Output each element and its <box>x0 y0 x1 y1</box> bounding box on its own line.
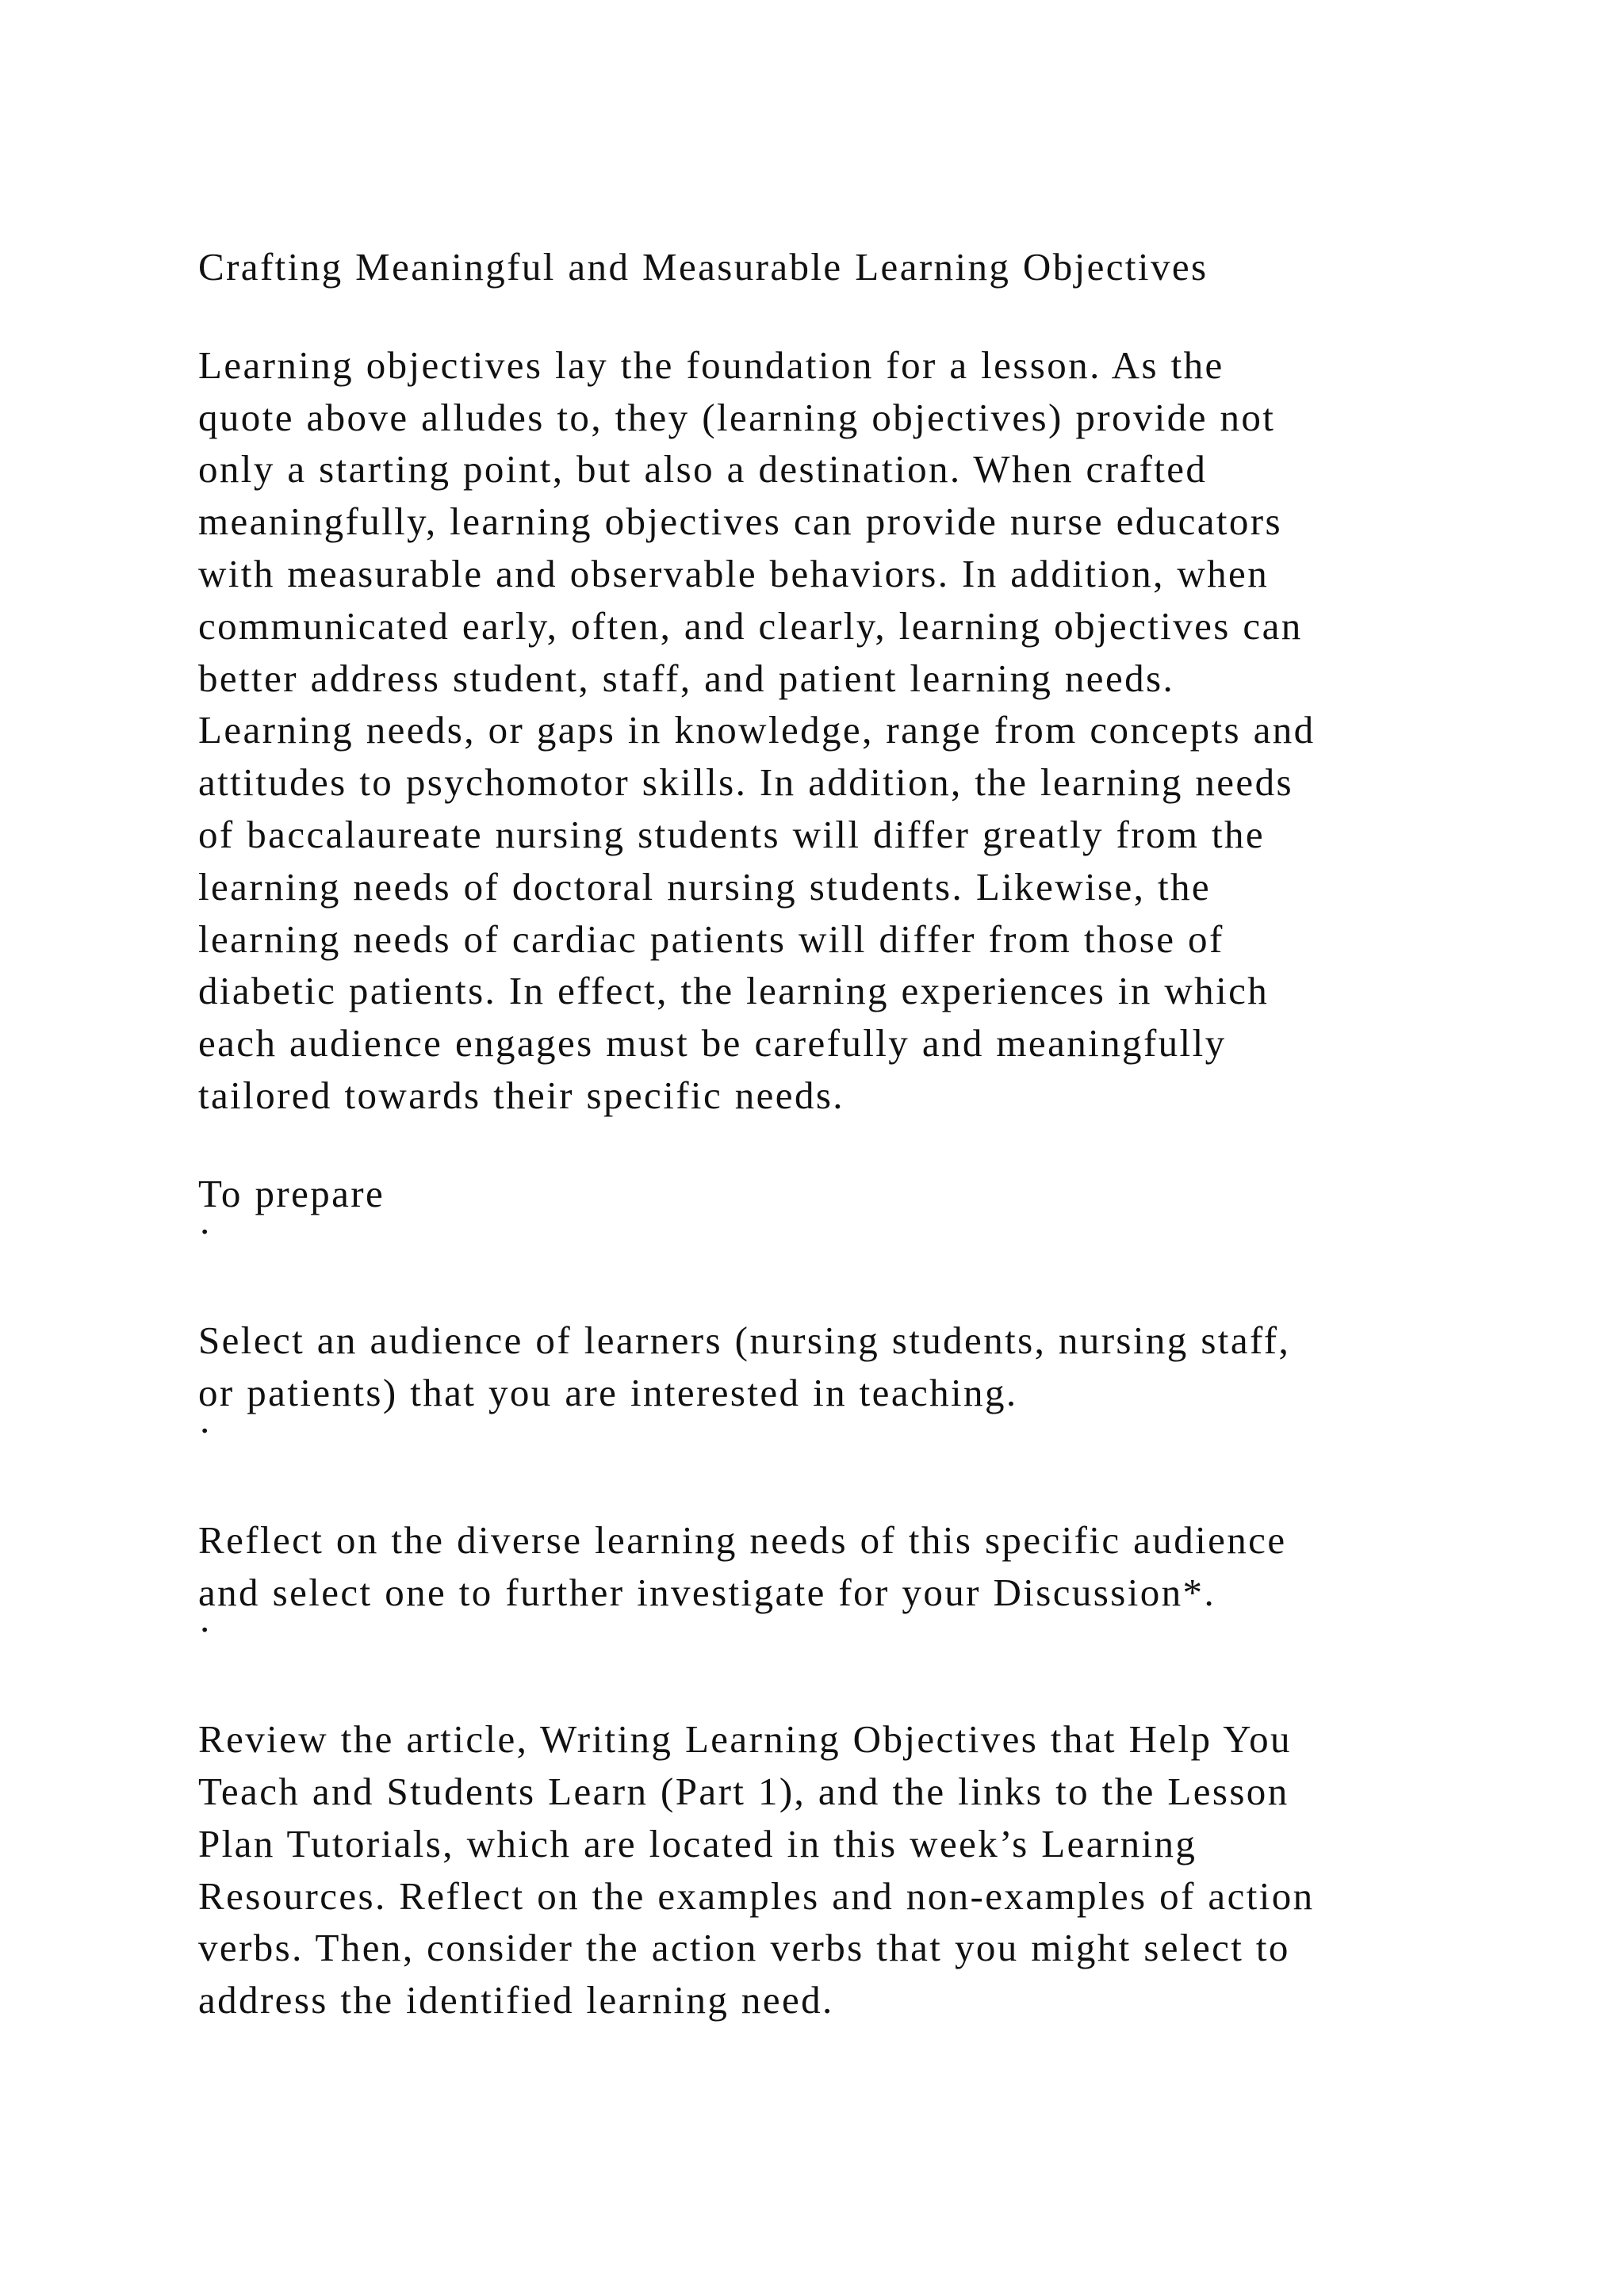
bullet-item <box>198 1608 1435 2026</box>
spacer <box>198 1670 1435 1713</box>
bullet-item <box>198 1209 1435 1419</box>
bullet-line: and select one to further investigate for your Discussion*. <box>198 1570 1216 1614</box>
intro-line: with measurable and observable behaviors. In addition, when <box>198 551 1270 595</box>
spacer <box>198 1272 1435 1314</box>
intro-line: communicated early, often, and clearly, learning objectives can <box>198 603 1303 648</box>
intro-line: meaningfully, learning objectives can provide nurse educators <box>198 499 1282 544</box>
bullet-line: Reflect on the diverse learning needs of this specific audience <box>198 1517 1287 1562</box>
intro-line: each audience engages must be carefully and meaningfully <box>198 1021 1227 1066</box>
spacer <box>198 293 1435 339</box>
bullet-line: verbs. Then, consider the action verbs that you might select to <box>198 1926 1290 1970</box>
bullet-line: Select an audience of learners (nursing students, nursing staff, <box>198 1318 1291 1363</box>
bullet-line: Review the article, Writing Learning Objectives that Help You <box>198 1717 1292 1762</box>
bullet-line: address the identified learning need. <box>198 1978 834 2022</box>
intro-line: Learning needs, or gaps in knowledge, range from concepts and <box>198 708 1316 752</box>
prepare-heading: To prepare <box>198 1171 385 1215</box>
intro-line: tailored towards their specific needs. <box>198 1073 845 1117</box>
intro-line: better address student, staff, and patient learning needs. <box>198 656 1175 700</box>
document-title: Crafting Meaningful and Measurable Learning Objectives <box>198 245 1208 289</box>
spacer <box>198 1122 1435 1168</box>
bullet-line: Teach and Students Learn (Part 1), and the links to the Lesson <box>198 1769 1289 1813</box>
intro-line: diabetic patients. In effect, the learning experiences in which <box>198 969 1270 1013</box>
document-page <box>198 241 1435 2026</box>
bullet-line: Resources. Reflect on the examples and non-examples of action <box>198 1873 1315 1918</box>
bullet-dot: · <box>198 1209 213 1253</box>
intro-line: of baccalaureate nursing students will differ greatly from the <box>198 812 1266 856</box>
bullet-line: Plan Tutorials, which are located in this week’s Learning <box>198 1821 1197 1866</box>
intro-paragraph <box>198 339 1435 1122</box>
intro-line: quote above alludes to, they (learning objectives) provide not <box>198 395 1276 439</box>
intro-line: learning needs of doctoral nursing students. Likewise, the <box>198 864 1212 909</box>
intro-line: only a starting point, but also a destination. When crafted <box>198 447 1208 492</box>
intro-line: learning needs of cardiac patients will differ from those of <box>198 916 1224 961</box>
intro-line: attitudes to psychomotor skills. In addition, the learning needs <box>198 760 1293 805</box>
intro-line: Learning objectives lay the foundation for a lesson. As the <box>198 342 1224 387</box>
bullet-dot: · <box>198 1408 213 1452</box>
bullet-line: or patients) that you are interested in teaching. <box>198 1371 1018 1415</box>
spacer <box>198 1471 1435 1514</box>
bullet-dot: · <box>198 1608 213 1652</box>
bullet-item <box>198 1408 1435 1618</box>
